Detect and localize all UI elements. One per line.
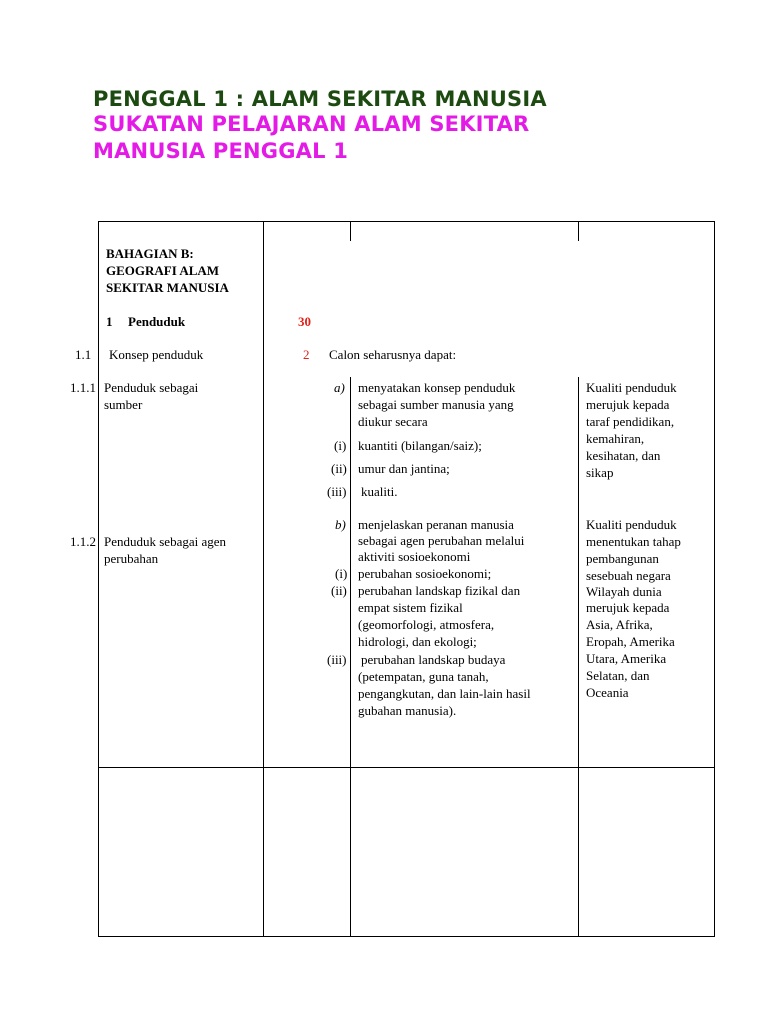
row-1-1-2-item-3-line-3: pengangkutan, dan lain-lain hasil bbox=[358, 686, 531, 701]
row-1-1-1-item-3-text: kualiti. bbox=[361, 484, 398, 499]
row-1-1-1-objective-line-2: sebagai sumber manusia yang bbox=[358, 397, 514, 412]
row-1-1-2-item-1-text: perubahan sosioekonomi; bbox=[358, 566, 492, 581]
row-1-1-2-objective-line-2: sebagai agen perubahan melalui bbox=[358, 533, 525, 548]
row-1-1-2-note-line-10: Selatan, dan bbox=[586, 668, 650, 683]
table-col-line-4-top bbox=[578, 221, 579, 241]
row-1-1-2-marker: b) bbox=[335, 517, 346, 532]
row-1-1-2-item-3-line-4: gubahan manusia). bbox=[358, 703, 457, 718]
row-1-1-1-objective-line-1: menyatakan konsep penduduk bbox=[358, 380, 516, 395]
row-1-1-1-note-line-1: Kualiti penduduk bbox=[586, 380, 677, 395]
row-1-1-label: Konsep penduduk bbox=[109, 347, 204, 362]
row-1-1-1-item-1-text: kuantiti (bilangan/saiz); bbox=[358, 438, 482, 453]
topic-number: 1 bbox=[106, 314, 113, 329]
row-1-1-1-item-2-text: umur dan jantina; bbox=[358, 461, 450, 476]
row-1-1-2-note-line-4: sesebuah negara bbox=[586, 568, 671, 583]
row-1-1-1-item-1-number: (i) bbox=[334, 438, 347, 453]
subtitle-line-1: SUKATAN PELAJARAN ALAM SEKITAR bbox=[93, 112, 530, 136]
row-1-1-2-note-line-11: Oceania bbox=[586, 685, 629, 700]
row-1-1-2-note-line-1: Kualiti penduduk bbox=[586, 517, 677, 532]
row-1-1-2-item-2-line-1: perubahan landskap fizikal dan bbox=[358, 583, 521, 598]
page-title: PENGGAL 1 : ALAM SEKITAR MANUSIA bbox=[93, 87, 547, 111]
row-1-1-1-objective-line-3: diukur secara bbox=[358, 414, 428, 429]
table-bottom-border bbox=[98, 936, 715, 937]
row-1-1-2-note-line-5: Wilayah dunia bbox=[586, 584, 662, 599]
row-1-1-2-item-2-line-4: hidrologi, dan ekologi; bbox=[358, 634, 477, 649]
row-1-1-2-number: 1.1.2 bbox=[70, 534, 96, 549]
row-1-1-1-note-line-2: merujuk kepada bbox=[586, 397, 670, 412]
row-1-1-2-objective-line-3: aktiviti sosioekonomi bbox=[358, 549, 471, 564]
row-1-1-1-note-line-6: sikap bbox=[586, 465, 614, 480]
table-col-line-3 bbox=[350, 377, 351, 937]
row-1-1-2-item-2-line-3: (geomorfologi, atmosfera, bbox=[358, 617, 495, 632]
row-1-1-1-label-line-2: sumber bbox=[104, 397, 143, 412]
row-1-1-2-note-line-8: Eropah, Amerika bbox=[586, 634, 675, 649]
row-1-1-2-item-1-number: (i) bbox=[335, 566, 348, 581]
row-1-1-2-item-2-number: (ii) bbox=[331, 583, 347, 598]
row-1-1-2-objective-line-1: menjelaskan peranan manusia bbox=[358, 517, 514, 532]
row-1-1-1-item-2-number: (ii) bbox=[331, 461, 347, 476]
row-1-1-1-note-line-5: kesihatan, dan bbox=[586, 448, 661, 463]
row-1-1-2-item-3-number: (iii) bbox=[327, 652, 347, 667]
row-1-1-2-note-line-2: menentukan tahap bbox=[586, 534, 681, 549]
row-1-1-2-note-line-9: Utara, Amerika bbox=[586, 651, 667, 666]
table-top-border bbox=[98, 221, 715, 222]
table-col-line-3-top bbox=[350, 221, 351, 241]
row-1-1-1-note-line-4: kemahiran, bbox=[586, 431, 645, 446]
table-col-line-2 bbox=[263, 221, 264, 937]
row-1-1-2-item-3-line-1: perubahan landskap budaya bbox=[361, 652, 506, 667]
row-1-1-1-label-line-1: Penduduk sebagai bbox=[104, 380, 199, 395]
table-col-line-4 bbox=[578, 377, 579, 937]
row-1-1-1-item-3-number: (iii) bbox=[327, 484, 347, 499]
row-1-1-2-note-line-6: merujuk kepada bbox=[586, 600, 670, 615]
table-col-line-5 bbox=[714, 221, 715, 937]
row-1-1-2-item-2-line-2: empat sistem fizikal bbox=[358, 600, 463, 615]
subtitle-line-2: MANUSIA PENGGAL 1 bbox=[93, 139, 349, 163]
section-heading-line-1: BAHAGIAN B: bbox=[106, 246, 194, 261]
section-heading-line-3: SEKITAR MANUSIA bbox=[106, 280, 229, 295]
row-1-1-1-number: 1.1.1 bbox=[70, 380, 96, 395]
topic-label: Penduduk bbox=[128, 314, 186, 329]
row-1-1-number: 1.1 bbox=[75, 347, 92, 362]
row-1-1-2-note-line-7: Asia, Afrika, bbox=[586, 617, 653, 632]
row-1-1-1-marker: a) bbox=[334, 380, 345, 395]
row-1-1-2-item-3-line-2: (petempatan, guna tanah, bbox=[358, 669, 489, 684]
row-1-1-1-note-line-3: taraf pendidikan, bbox=[586, 414, 675, 429]
topic-periods: 30 bbox=[298, 314, 311, 329]
row-1-1-intro: Calon seharusnya dapat: bbox=[329, 347, 457, 362]
table-row-divider bbox=[98, 767, 715, 768]
section-heading-line-2: GEOGRAFI ALAM bbox=[106, 263, 220, 278]
row-1-1-2-label-line-2: perubahan bbox=[104, 551, 159, 566]
row-1-1-periods: 2 bbox=[303, 347, 310, 362]
row-1-1-2-note-line-3: pembangunan bbox=[586, 551, 659, 566]
row-1-1-2-label-line-1: Penduduk sebagai agen bbox=[104, 534, 227, 549]
table-col-line-1 bbox=[98, 221, 99, 937]
